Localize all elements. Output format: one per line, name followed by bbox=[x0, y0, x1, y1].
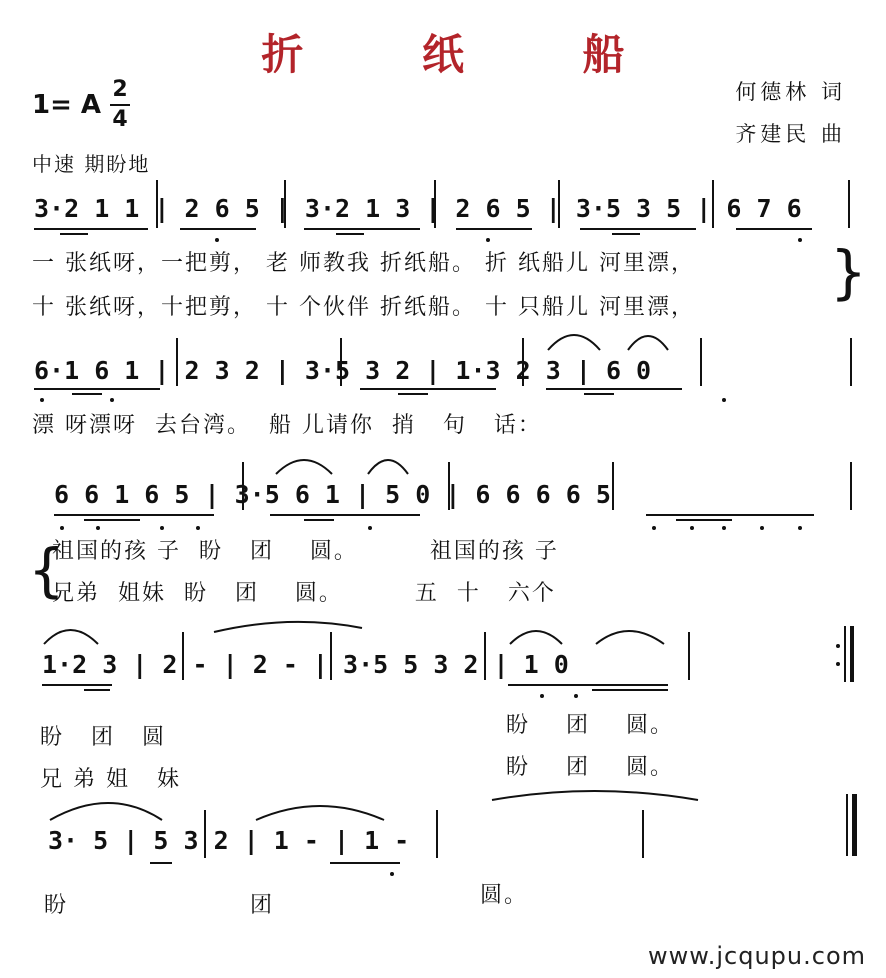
system-5-notes: 3· 5 | 5 3 2 | 1 - | 1 - bbox=[48, 826, 410, 855]
slur bbox=[596, 631, 664, 644]
system-2-notes: 6·1 6 1 | 2 3 2 | 3·5 3 2 | 1·3 2 3 | 6 0 bbox=[34, 356, 652, 385]
time-signature-top: 2 bbox=[112, 77, 128, 102]
slur bbox=[276, 460, 332, 474]
system-5-lyric-2: 团 bbox=[250, 893, 275, 918]
time-signature-bottom: 4 bbox=[112, 107, 128, 132]
slur bbox=[628, 336, 668, 350]
system-1-lyrics-verse-1: 一 张纸呀，一把剪， 老 师教我 折纸船。 折 纸船儿 河里漂， bbox=[32, 251, 695, 276]
system-2-lyrics: 漂 呀漂呀 去台湾。 船 儿请你 捎 句 话： bbox=[32, 413, 542, 438]
system-4-notes: 1·2 3 | 2 - | 2 - | 3·5 5 3 2 | 1 0 bbox=[42, 650, 569, 679]
system-5-lyric-1: 盼 bbox=[44, 893, 69, 918]
slur bbox=[214, 622, 362, 632]
system-4-lyrics-end-verse-1: 盼 团 圆。 bbox=[506, 713, 674, 738]
system-4-lyrics-verse-2: 兄 弟 姐 妹 bbox=[40, 767, 181, 792]
slur bbox=[492, 791, 698, 800]
system-1-notes: 3·2 1 1 | 2 6 5 | 3·2 1 3 | 2 6 5 | 3·5 3 5 | 6 7 6 bbox=[34, 194, 802, 223]
slur bbox=[50, 803, 162, 820]
key-signature: 1= A bbox=[32, 90, 102, 120]
slur bbox=[368, 460, 408, 474]
slur bbox=[256, 806, 384, 820]
slur bbox=[548, 335, 600, 350]
song-title: 折 纸 船 bbox=[261, 30, 677, 79]
system-4-lyrics-verse-1: 盼 团 圆 bbox=[40, 725, 166, 750]
website-watermark: www.jcqupu.com bbox=[648, 942, 866, 970]
verse-brace-right: } bbox=[830, 238, 867, 306]
lyricist-credit: 何德林 词 bbox=[735, 80, 846, 104]
system-3-lyrics-verse-1: 祖国的孩 子 盼 团 圆。 祖国的孩 子 bbox=[52, 539, 559, 564]
slur bbox=[44, 630, 98, 644]
verse-brace-left: { bbox=[28, 536, 65, 604]
system-3-notes: 6 6 1 6 5 | 3·5 6 1 | 5 0 | 6 6 6 6 5 bbox=[54, 480, 611, 509]
slur bbox=[510, 631, 562, 644]
system-1-lyrics-verse-2: 十 张纸呀，十把剪， 十 个伙伴 折纸船。 十 只船儿 河里漂， bbox=[32, 295, 695, 320]
system-4-lyrics-end-verse-2: 盼 团 圆。 bbox=[506, 755, 674, 780]
system-3-lyrics-verse-2: 兄弟 姐妹 盼 团 圆。 五 十 六个 bbox=[52, 581, 556, 606]
system-5-lyric-3: 圆。 bbox=[480, 883, 529, 908]
tempo-marking: 中速 期盼地 bbox=[32, 152, 151, 176]
composer-credit: 齐建民 曲 bbox=[735, 122, 846, 146]
